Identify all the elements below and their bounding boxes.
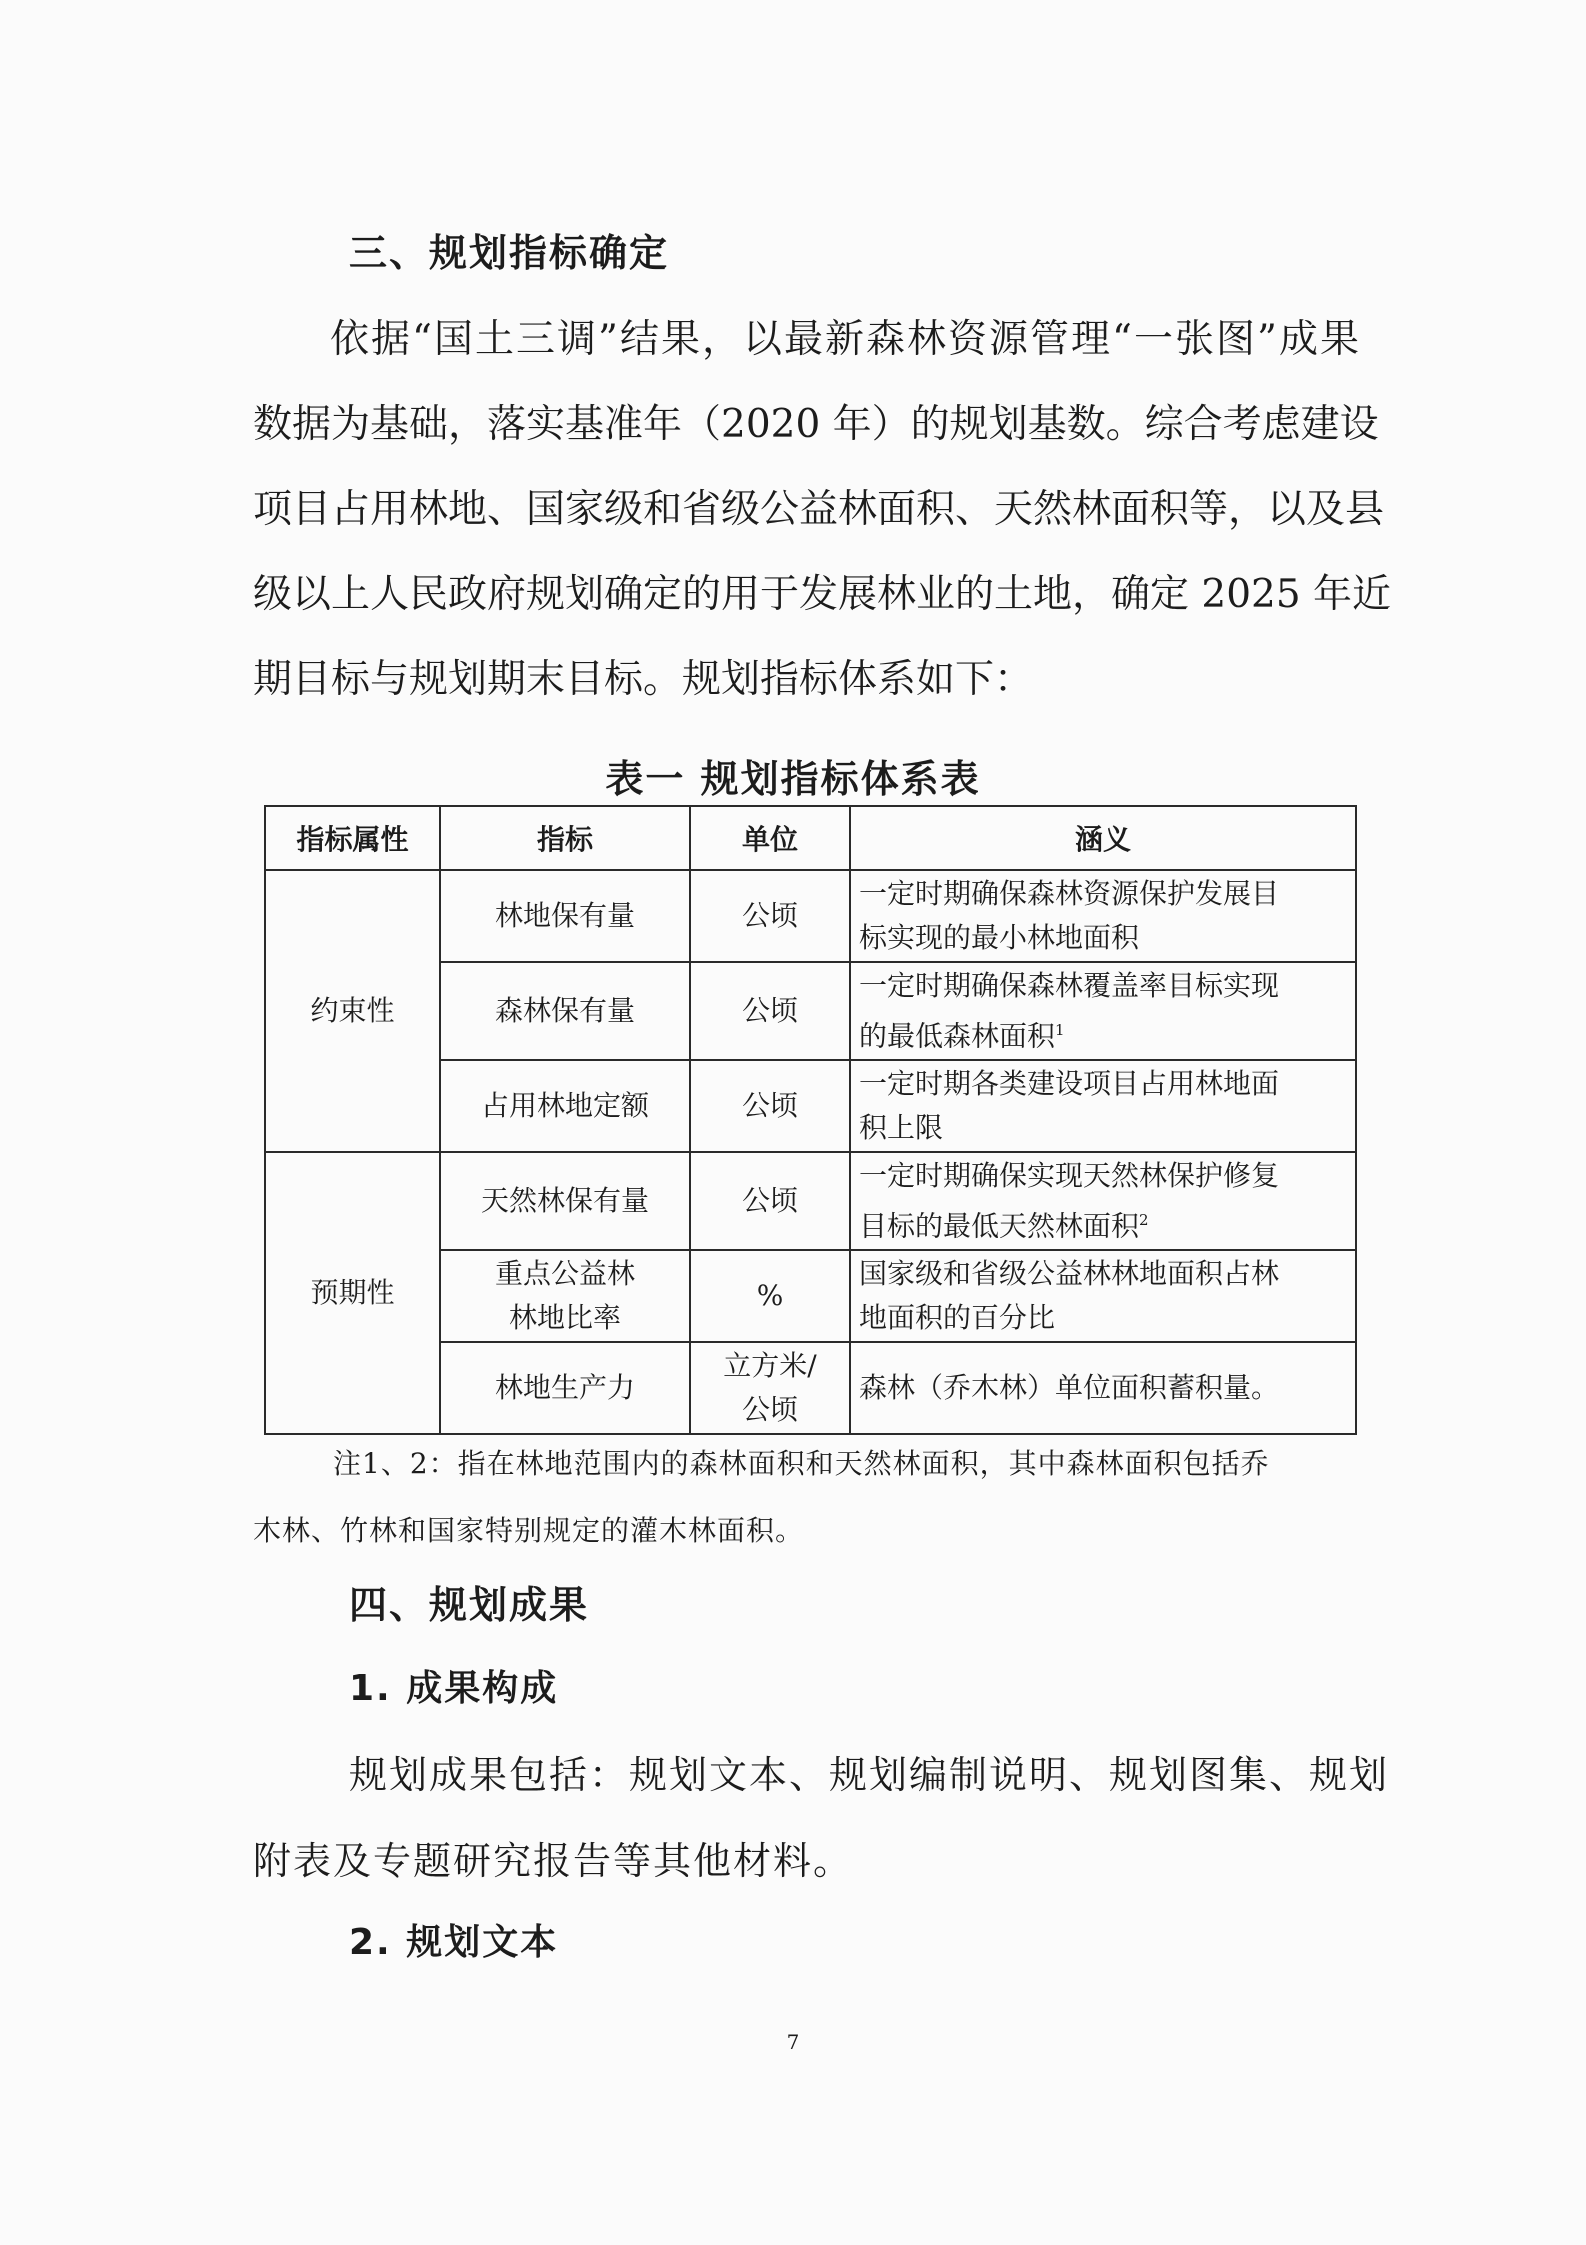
cell-line: 林地保有量 bbox=[494, 898, 635, 932]
paragraph-line: 期目标与规划期末目标。规划指标体系如下： bbox=[253, 657, 1034, 702]
unit-cell bbox=[690, 962, 850, 1060]
cell-line: 公顷 bbox=[741, 1393, 798, 1427]
cell-line: 标实现的最小林地面积 bbox=[859, 920, 1140, 954]
meaning-cell bbox=[850, 1152, 1356, 1250]
page-number: 7 bbox=[786, 2030, 800, 2054]
indicator-cell bbox=[440, 962, 690, 1060]
header-cell: 单位 bbox=[690, 806, 850, 870]
attribute-cell: 预期性 bbox=[265, 1152, 440, 1434]
table-title: 表一 规划指标体系表 bbox=[605, 757, 981, 801]
cell-line: 森林保有量 bbox=[494, 993, 635, 1027]
subsection-heading: 2. 规划文本 bbox=[349, 1922, 559, 1963]
unit-cell bbox=[690, 1152, 850, 1250]
unit-cell bbox=[690, 1060, 850, 1152]
meaning-cell bbox=[850, 1342, 1356, 1434]
section-heading: 四、规划成果 bbox=[349, 1583, 590, 1627]
paragraph-line: 附表及专题研究报告等其他材料。 bbox=[253, 1839, 854, 1883]
header-cell: 指标 bbox=[440, 806, 690, 870]
paragraph-line: 项目占用林地、国家级和省级公益林面积、天然林面积等，以及县 bbox=[253, 487, 1385, 532]
attribute-cell: 约束性 bbox=[265, 870, 440, 1152]
cell-line: 林地生产力 bbox=[494, 1371, 635, 1405]
cell-line: 林地比率 bbox=[508, 1301, 621, 1335]
unit-cell bbox=[690, 1250, 850, 1342]
table-note-line: 木林、竹林和国家特别规定的灌木林面积。 bbox=[253, 1514, 805, 1547]
meaning-cell bbox=[850, 1060, 1356, 1152]
meaning-cell bbox=[850, 962, 1356, 1060]
indicator-cell bbox=[440, 1060, 690, 1152]
cell-line: 地面积的百分比 bbox=[859, 1301, 1056, 1335]
cell-line: 积上限 bbox=[859, 1111, 944, 1145]
cell-line: 一定时期确保森林覆盖率目标实现 bbox=[859, 968, 1280, 1002]
cell-line: 的最低森林面积 bbox=[859, 1019, 1056, 1053]
paragraph-line: 级以上人民政府规划确定的用于发展林业的土地，确定 2025 年近 bbox=[253, 572, 1392, 617]
footnote-marker: 2 bbox=[1139, 1210, 1149, 1229]
subsection-heading: 1. 成果构成 bbox=[349, 1668, 559, 1709]
unit-cell bbox=[690, 870, 850, 962]
cell-line: % bbox=[756, 1279, 784, 1313]
indicator-cell bbox=[440, 1342, 690, 1434]
cell-line: 天然林保有量 bbox=[480, 1184, 649, 1218]
section-heading: 三、规划指标确定 bbox=[349, 231, 670, 275]
indicator-cell bbox=[440, 1152, 690, 1250]
header-cell: 涵义 bbox=[850, 806, 1356, 870]
cell-line: 一定时期各类建设项目占用林地面 bbox=[859, 1067, 1280, 1101]
cell-line: 占用林地定额 bbox=[480, 1089, 649, 1123]
cell-line: 公顷 bbox=[741, 898, 798, 932]
meaning-cell bbox=[850, 1250, 1356, 1342]
header-cell: 指标属性 bbox=[265, 806, 440, 870]
cell-line: 一定时期确保森林资源保护发展目 bbox=[859, 876, 1280, 910]
table-row bbox=[265, 1152, 1356, 1250]
cell-line: 公顷 bbox=[741, 1089, 798, 1123]
cell-line: 公顷 bbox=[741, 1184, 798, 1218]
footnote-marker: 1 bbox=[1055, 1020, 1065, 1039]
paragraph-line: 数据为基础，落实基准年（2020 年）的规划基数。综合考虑建设 bbox=[253, 402, 1379, 447]
table-row bbox=[265, 870, 1356, 962]
indicator-table bbox=[264, 805, 1357, 1435]
cell-line: 立方米/ bbox=[723, 1349, 817, 1383]
table-note-line: 注1、2：指在林地范围内的森林面积和天然林面积，其中森林面积包括乔 bbox=[333, 1447, 1270, 1480]
unit-cell bbox=[690, 1342, 850, 1434]
indicator-cell bbox=[440, 870, 690, 962]
indicator-cell bbox=[440, 1250, 690, 1342]
paragraph-line: 规划成果包括：规划文本、规划编制说明、规划图集、规划 bbox=[349, 1753, 1390, 1797]
cell-line: 公顷 bbox=[741, 993, 798, 1027]
cell-line: 森林（乔木林）单位面积蓄积量。 bbox=[859, 1371, 1280, 1405]
cell-line: 一定时期确保实现天然林保护修复 bbox=[859, 1158, 1280, 1192]
cell-line: 国家级和省级公益林林地面积占林 bbox=[859, 1257, 1280, 1291]
cell-line: 重点公益林 bbox=[494, 1257, 635, 1291]
cell-line: 目标的最低天然林面积 bbox=[859, 1209, 1140, 1243]
meaning-cell bbox=[850, 870, 1356, 962]
paragraph-line: 依据“国土三调”结果，以最新森林资源管理“一张图”成果 bbox=[330, 317, 1359, 362]
table-header-row bbox=[265, 806, 1356, 870]
